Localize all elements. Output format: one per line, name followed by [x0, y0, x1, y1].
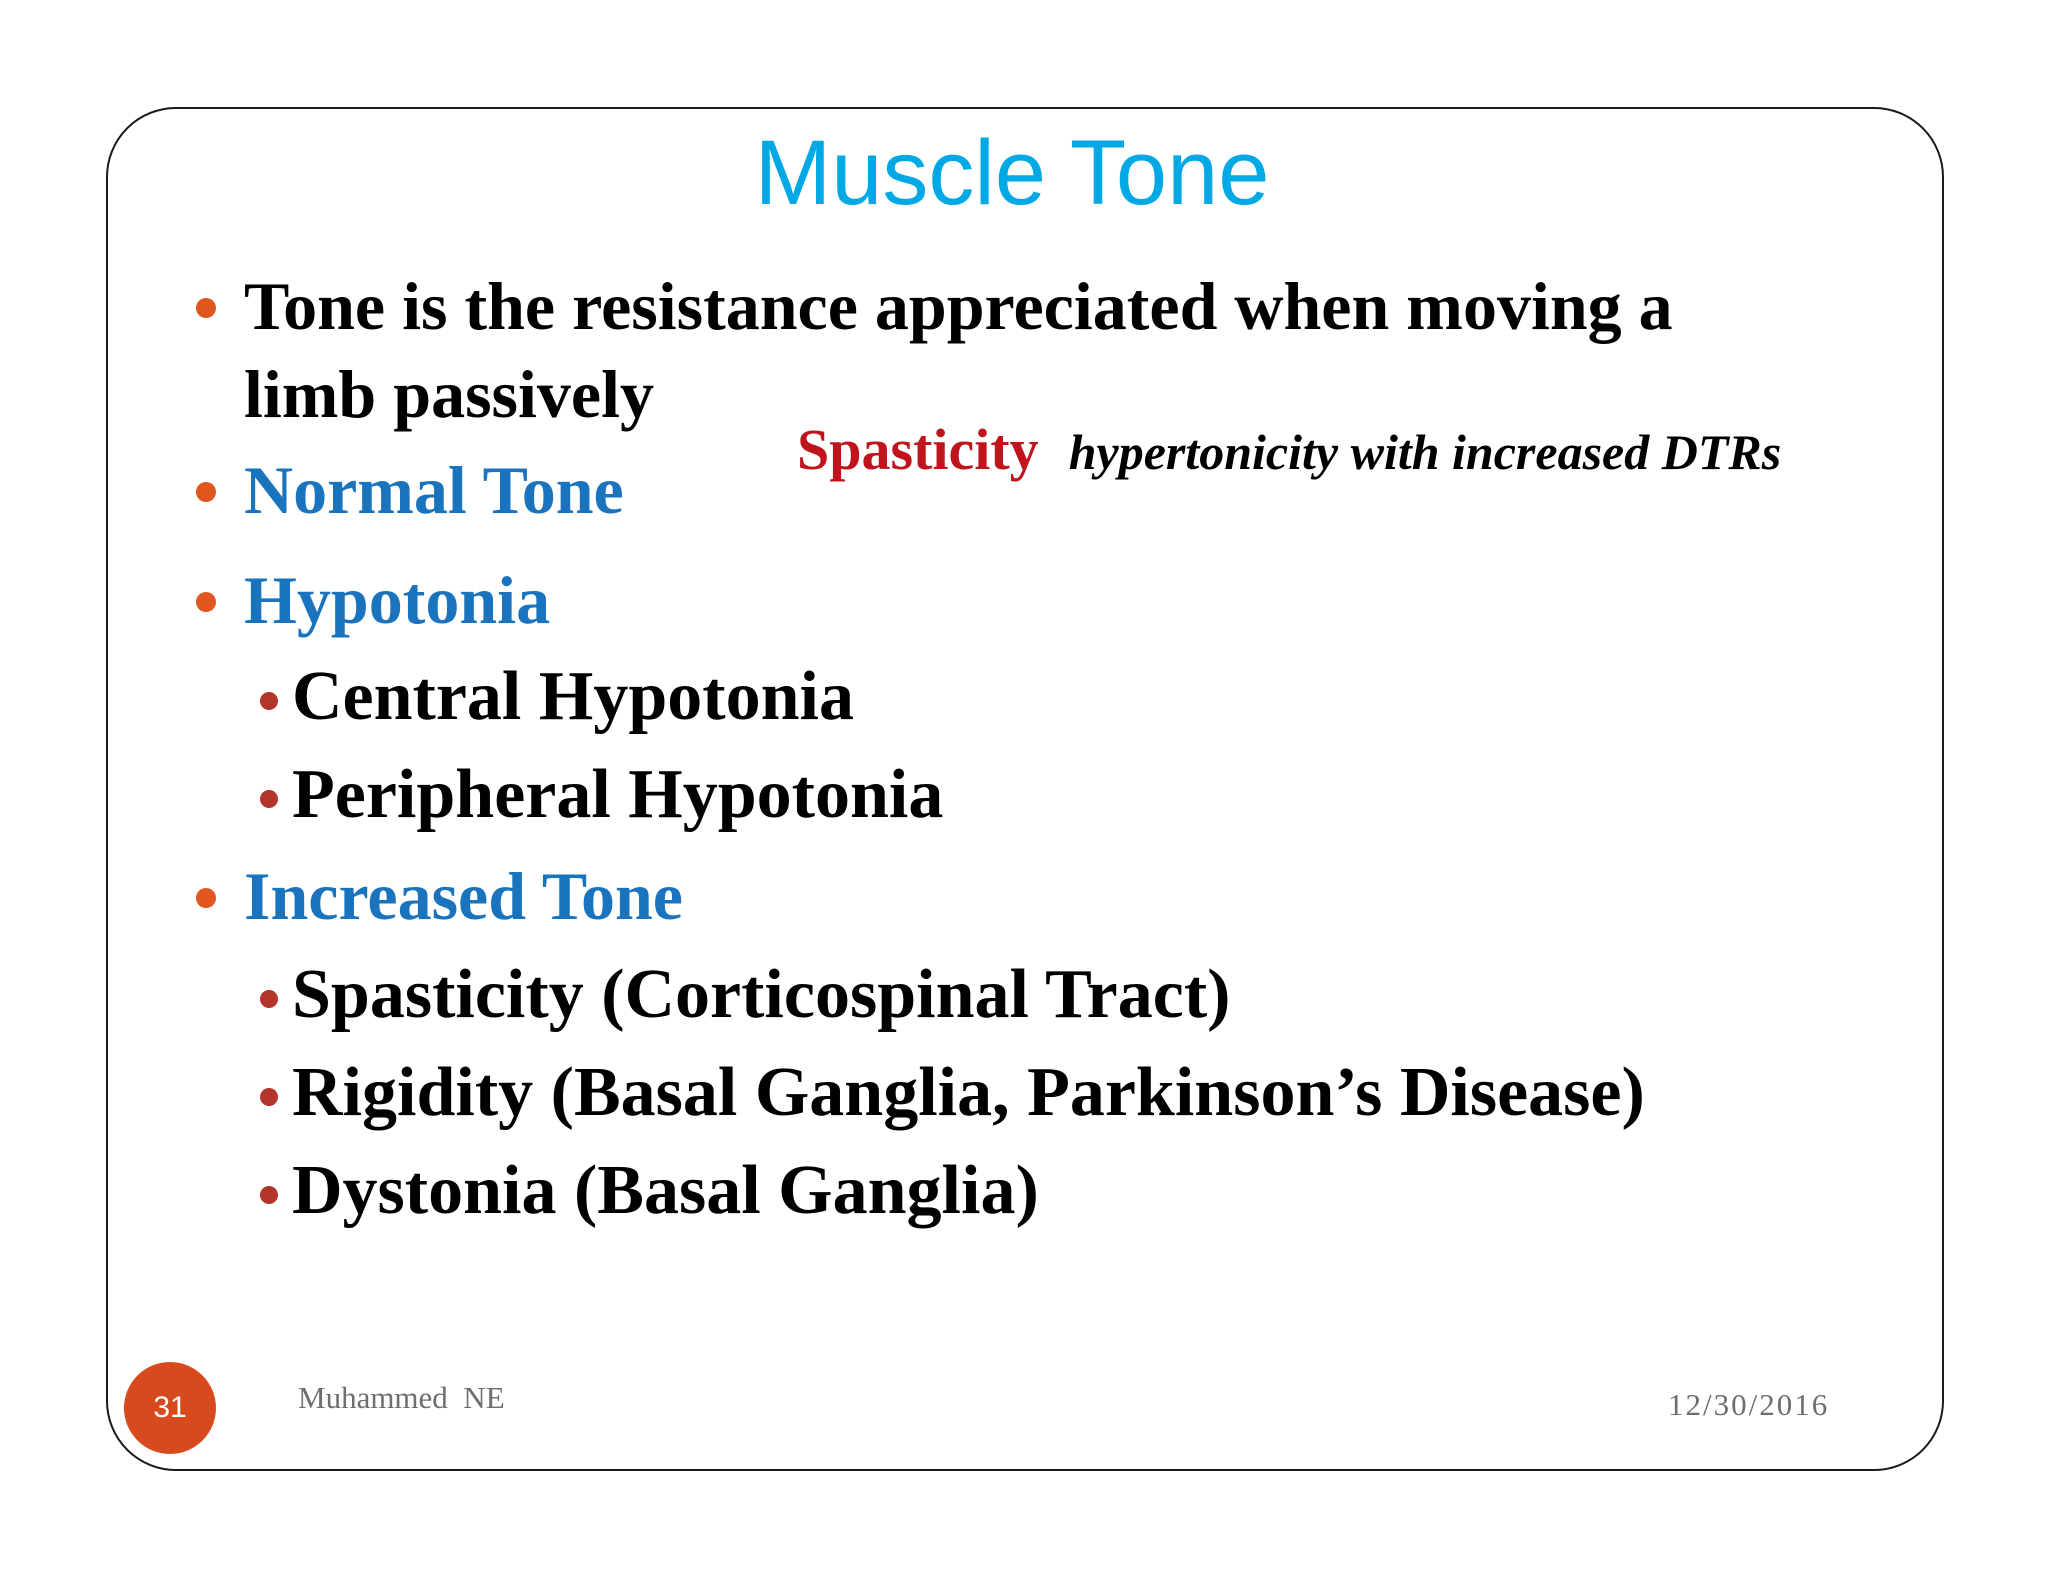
bullet-dot-icon	[196, 482, 216, 502]
subbullet-text: Peripheral Hypotonia	[292, 756, 944, 833]
subbullet-central-hypotonia	[260, 652, 854, 742]
footer-author: Muhammed NE	[298, 1380, 505, 1415]
bullet-normal-tone	[196, 446, 624, 534]
subbullet-rigidity	[260, 1048, 1645, 1138]
subbullet-dot-icon	[260, 1186, 278, 1204]
callout-term: Spasticity	[797, 417, 1039, 482]
page-number-badge: 31	[124, 1362, 216, 1454]
subbullet-peripheral-hypotonia	[260, 750, 943, 840]
subbullet-text: Dystonia (Basal Ganglia)	[292, 1152, 1039, 1229]
bullet-increased-tone	[196, 852, 683, 940]
callout-definition: hypertonicity with increased DTRs	[1068, 424, 1782, 480]
subbullet-dot-icon	[260, 990, 278, 1008]
subbullet-text: Spasticity (Corticospinal Tract)	[292, 956, 1231, 1033]
bullet-dot-icon	[196, 888, 216, 908]
bullet-tone-definition	[196, 262, 1796, 438]
subbullet-dot-icon	[260, 692, 278, 710]
bullet-text: Increased Tone	[244, 858, 683, 934]
subbullet-dot-icon	[260, 1088, 278, 1106]
subbullet-spasticity	[260, 950, 1230, 1040]
bullet-text: Normal Tone	[244, 452, 624, 528]
bullet-hypotonia	[196, 556, 550, 644]
slide-title: Muscle Tone	[754, 122, 1270, 224]
bullet-text: Tone is the resistance appreciated when moving a limb passively	[244, 268, 1673, 432]
subbullet-text: Rigidity (Basal Ganglia, Parkinson’s Disease)	[292, 1054, 1645, 1131]
subbullet-dystonia	[260, 1146, 1039, 1236]
subbullet-dot-icon	[260, 790, 278, 808]
subbullet-text: Central Hypotonia	[292, 658, 854, 735]
bullet-dot-icon	[196, 298, 216, 318]
footer-date: 12/30/2016	[1668, 1387, 1830, 1422]
bullet-dot-icon	[196, 592, 216, 612]
spasticity-callout	[797, 416, 1781, 483]
bullet-text: Hypotonia	[244, 562, 551, 638]
